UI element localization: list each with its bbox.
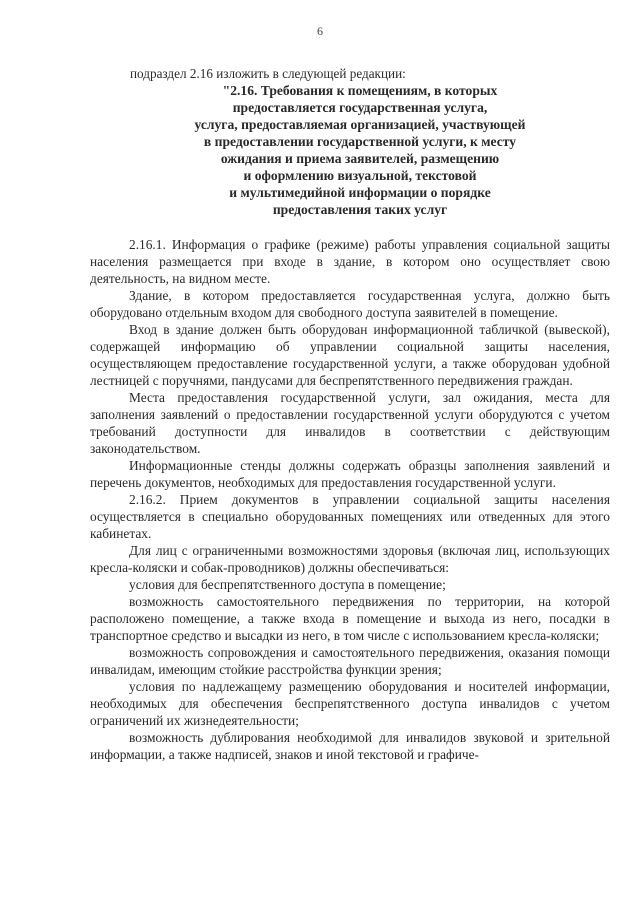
document-body [90,236,610,763]
paragraph: Информационные стенды должны содержать образцы заполнения заявлений и перечень документов, необходимых для предоставления государственной услуги. [90,458,610,490]
paragraph: Вход в здание должен быть оборудован информационной табличкой (вывеской), содержащей информацию об управлении социальной защиты населения, осуществляющем предоставление государственной услуги, а также оборудован удобной лестницей с поручнями, пандусами для беспрепятственного передвижения граждан. [90,322,610,388]
page-number: 6 [317,24,323,38]
paragraph: Места предоставления государственной услуги, зал ожидания, места для заполнения заявлений о предоставлении государственной услуги оборудуются с учетом требований доступности для инвалидов в соответствии с действующим законодательством. [90,390,610,456]
heading-line: предоставления таких услуг [272,202,448,217]
heading-line: предоставляется государственная услуга, [232,100,488,115]
list-item: возможность сопровождения и самостоятельного передвижения, оказания помощи инвалидам, имеющим стойкие расстройства функции зрения; [90,645,610,677]
paragraph-2-16-1: 2.16.1. Информация о графике (режиме) работы управления социальной защиты населения размещается при входе в здание, в котором оно осуществляет свою деятельность, на видном месте. [90,237,610,286]
list-item: условия для беспрепятственного доступа в помещение; [129,577,446,592]
list-item: возможность самостоятельного передвижения по территории, на которой расположено помещение, а также входа в помещение и выхода из него, посадки в транспортное средство и высадки из него, в том числе с использованием кресла-коляски; [90,594,610,643]
paragraph: Для лиц с ограниченными возможностями здоровья (включая лиц, использующих кресла-коляски и собак-проводников) должны обеспечиваться: [90,543,610,575]
list-item: условия по надлежащему размещению оборудования и носителей информации, необходимых для обеспечения беспрепятственного доступа инвалидов с учетом ограничений их жизнедеятельности; [90,679,610,728]
paragraph: Здание, в котором предоставляется государственная услуга, должно быть оборудовано отдельным входом для свободного доступа заявителей в помещение. [90,288,610,320]
heading-line: ожидания и приема заявителей, размещению [220,151,500,166]
list-item: возможность дублирования необходимой для инвалидов звуковой и зрительной информации, а также надписей, знаков и иной текстовой и графиче- [90,730,610,762]
section-heading [150,82,570,218]
intro-line: подраздел 2.16 изложить в следующей редакции: [130,66,406,81]
heading-line: и мультимедийной информации о порядке [229,185,491,200]
heading-line: и оформлению визуальной, текстовой [243,168,477,183]
heading-line: услуга, предоставляемая организацией, участвующей [194,117,526,132]
heading-line: "2.16. Требования к помещениям, в которых [222,83,498,98]
paragraph-2-16-2: 2.16.2. Прием документов в управлении социальной защиты населения осуществляется в специально оборудованных помещениях или отведенных для этого кабинетах. [90,492,610,541]
heading-line: в предоставлении государственной услуги, к месту [203,134,517,149]
